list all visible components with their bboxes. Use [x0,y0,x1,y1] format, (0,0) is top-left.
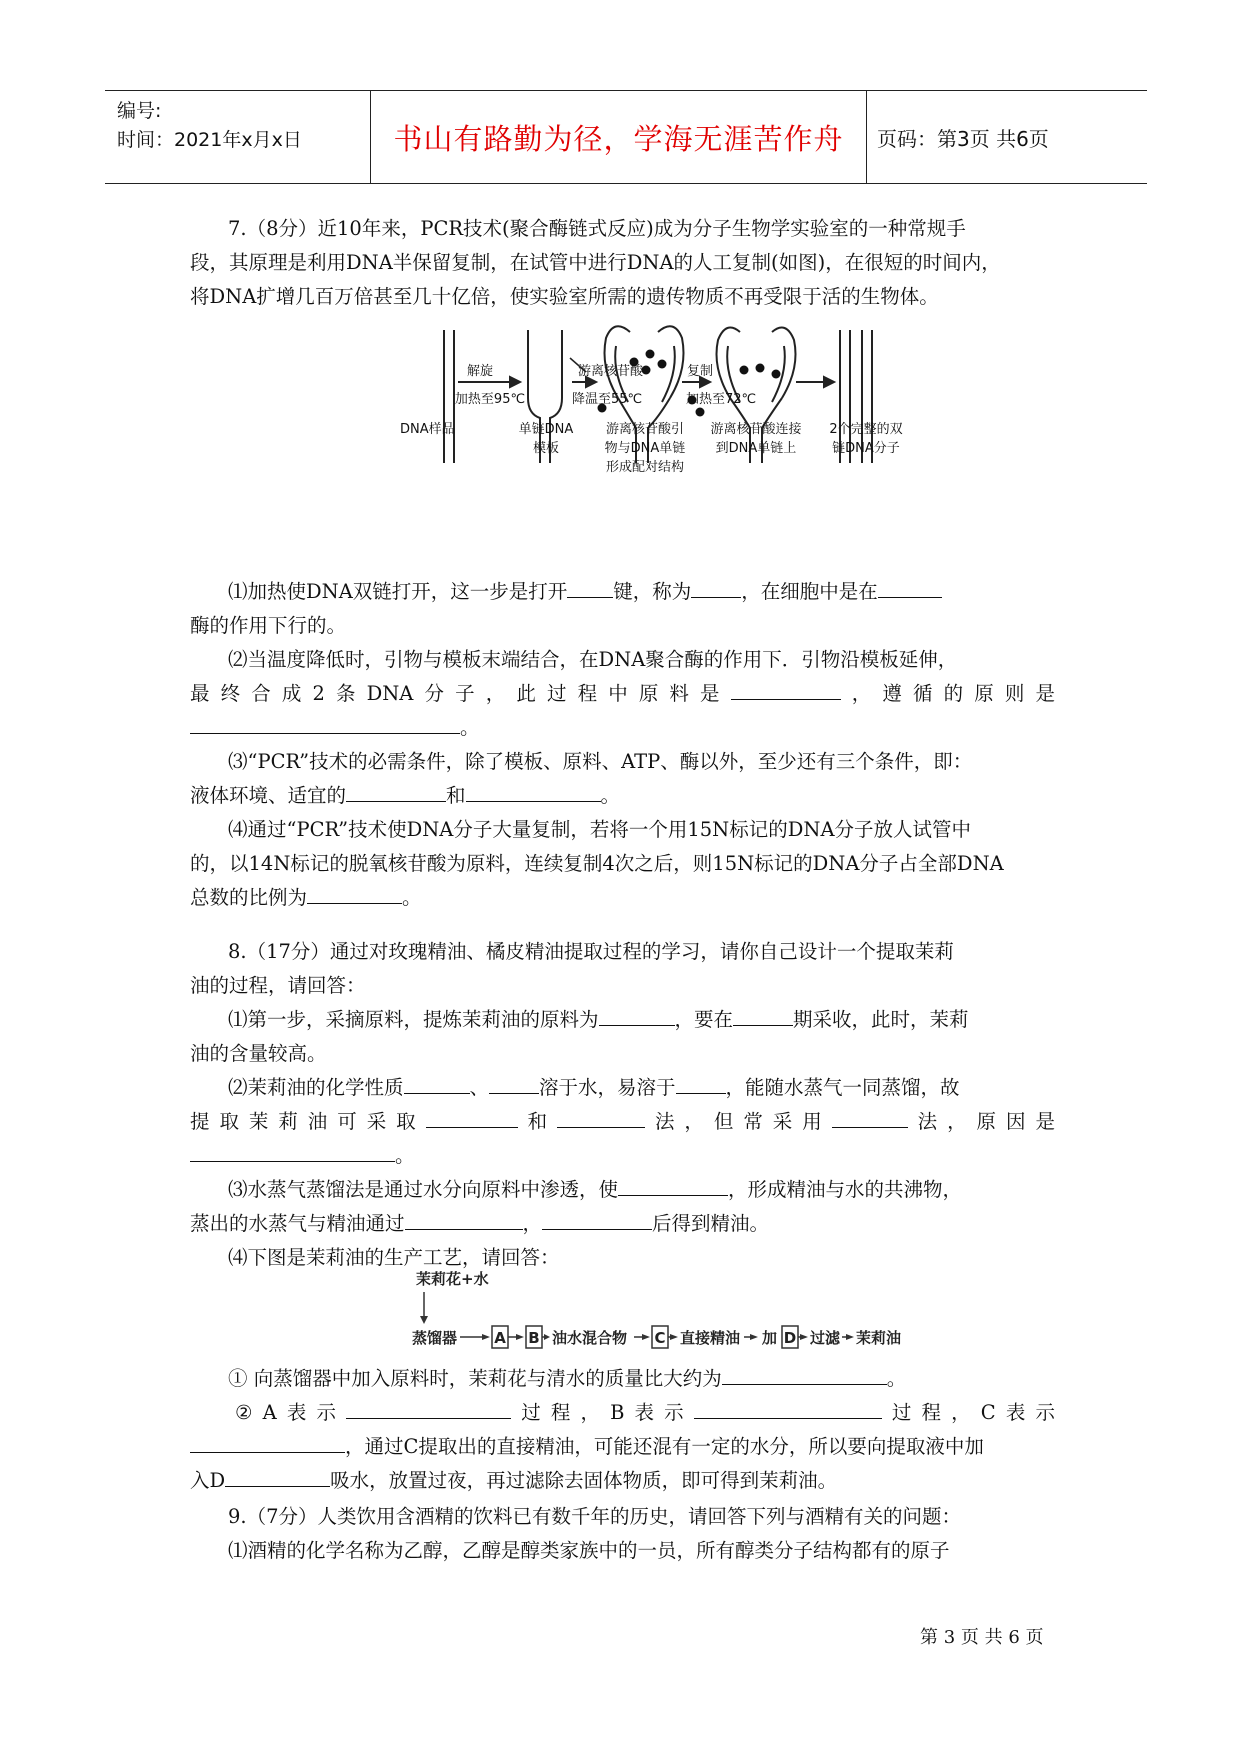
q7-s4-text: 的，以14N标记的脱氧核苷酸为原料，连续复制4次之后，则15N标记的DNA分子占全部DNA [190,852,1004,875]
q8-p1-text: ① 向蒸馏器中加入原料时，茉莉花与清水的质量比大约为 [228,1367,722,1390]
flow-node: 油水混合物 [552,1329,628,1347]
q7-intro-line: 7.（8分）近10年来，PCR技术(聚合酶链式反应)成为分子生物学实验室的一种常规手 [228,217,966,240]
flow-node: 蒸馏器 [412,1329,458,1347]
arrow-label: 游离核苷酸 [578,364,644,379]
answer-blank[interactable] [542,1207,652,1230]
q7-s2-text: 最终合成2条DNA分子，此过程中原料是 [190,682,731,705]
answer-blank[interactable] [466,779,601,802]
answer-blank[interactable] [346,1396,511,1419]
q8-s2-text: 提取茉莉油可采取 [190,1110,426,1133]
answer-blank[interactable] [225,1464,330,1487]
q8-s1-text: ⑴第一步，采摘原料，提炼茉莉油的原料为 [228,1008,599,1031]
answer-blank[interactable] [404,1071,470,1094]
q7-s3-text: 。 [600,784,621,807]
q7-s4-text: 总数的比例为 [190,886,308,909]
q8-s2-text: ，能随水蒸气一同蒸馏，故 [725,1076,960,1099]
q7-s1-text: 酶的作用下行的。 [190,614,347,637]
q8-intro-line: 8.（17分）通过对玫瑰精油、橘皮精油提取过程的学习，请你自己设计一个提取茉莉 [228,940,954,963]
flow-box-label: D [783,1329,797,1347]
q8-s2-text: 。 [395,1144,415,1167]
flow-box-label: A [494,1329,506,1347]
answer-blank[interactable] [426,1105,518,1128]
answer-blank[interactable] [405,1207,523,1230]
q8-s2-text: 和 [517,1110,558,1133]
q7-s2-text: 。 [460,716,480,739]
q8-p2-text: 过程，B表示 [511,1401,694,1424]
q8-s2-text: 法，原因是 [907,1110,1055,1133]
answer-blank[interactable] [557,1105,645,1128]
header-meta [117,97,357,155]
diagram-caption: 2个完整的双 [829,422,903,437]
q8-p2-text: ②A表示 [235,1401,347,1424]
page-label: 页码：第3页 共6页 [877,126,1049,151]
q8-s3-text: 蒸出的水蒸气与精油通过 [190,1212,405,1235]
q7-s3-text: ⑶“PCR”技术的必需条件，除了模板、原料、ATP、酶以外，至少还有三个条件，即： [228,750,973,773]
q8-intro-line: 油的过程，请回答： [190,974,366,997]
page-footer: 第 3 页 共 6 页 [920,1627,1044,1648]
diagram-caption: 游离核苷酸引 [605,422,685,437]
q8-s2-text: 法，但常采用 [645,1110,832,1133]
flow-node: 加 [762,1329,778,1347]
time-label: 时间：2021年x月x日 [117,129,302,151]
q7-s1-text: 键，称为 [613,580,692,603]
answer-blank[interactable] [722,1362,887,1385]
answer-blank[interactable] [878,575,942,598]
motto: 书山有路勤为径，学海无涯苦作舟 [370,91,867,183]
q8-p2-text: 入D [190,1469,226,1492]
flow-node: 过滤 [810,1329,841,1347]
arrow-label: 解旋 [466,364,494,379]
q9-s1-text: ⑴酒精的化学名称为乙醇，乙醇是醇类家族中的一员，所有醇类分子结构都有的原子 [228,1539,950,1562]
q7-s4-text: 。 [402,886,422,909]
pcr-diagram [400,318,940,528]
answer-blank[interactable] [190,1139,395,1162]
q8-s3-text: ，形成精油与水的共沸物， [728,1178,963,1201]
answer-blank[interactable] [832,1105,908,1128]
diagram-caption: DNA样品 [400,422,455,437]
q7-s2-text: ⑵当温度降低时，引物与模板末端结合，在DNA聚合酶的作用下．引物沿模板延伸， [228,648,958,671]
page-header [105,90,1147,184]
answer-blank[interactable] [676,1071,726,1094]
flow-node: 茉莉油 [856,1329,902,1347]
q7-s1-text: ⑴加热使DNA双链打开，这一步是打开 [228,580,568,603]
q7-questions [190,575,1055,915]
q8-flow-questions [190,1362,1055,1498]
q7-intro-line: 将DNA扩增几百万倍甚至几十亿倍，使实验室所需的遗传物质不再受限于活的生物体。 [190,285,939,308]
diagram-caption: 游离核苷酸连接 [710,422,802,437]
answer-blank[interactable] [618,1173,728,1196]
answer-blank[interactable] [694,1396,882,1419]
q8-s3-text: ⑶水蒸气蒸馏法是通过水分向原料中渗透，使 [228,1178,619,1201]
q8-s1-text: ，要在 [674,1008,734,1031]
q8-s1-text: 期采收，此时，茉莉 [793,1008,969,1031]
arrow-label: 加热至95℃ [454,392,526,407]
answer-blank[interactable] [190,1430,345,1453]
q8-s3-text: 后得到精油。 [652,1212,770,1235]
answer-blank[interactable] [599,1003,675,1026]
diagram-caption: 链DNA分子 [832,441,900,456]
flow-input: 茉莉花+水 [416,1270,489,1288]
diagram-caption: 单链DNA [518,422,574,437]
q8-p1-text: 。 [886,1367,907,1390]
q8-p2-text: 吸水，放置过夜，再过滤除去固体物质，即可得到茉莉油。 [330,1469,838,1492]
arrow-label: 复制 [686,364,714,379]
q9-section [190,1500,1055,1568]
number-label: 编号: [117,100,162,122]
flow-node: 直接精油 [680,1329,741,1347]
q8-p2-text: 过程，C表示 [881,1401,1055,1424]
answer-blank[interactable] [567,575,613,598]
arrow-label: 加热至72℃ [686,392,757,407]
diagram-caption: 形成配对结构 [605,460,685,475]
q7-s1-text: ，在细胞中是在 [741,580,878,603]
q8-s2-text: ⑵茉莉油的化学性质 [228,1076,404,1099]
answer-blank[interactable] [691,575,741,598]
q7-intro-line: 段，其原理是利用DNA半保留复制，在试管中进行DNA的人工复制(如图)，在很短的时间内， [190,251,1001,274]
q8-s2-text: 溶于水，易溶于 [539,1076,676,1099]
arrow-label: 降温至55℃ [572,392,643,407]
flow-box-label: B [528,1329,540,1347]
diagram-caption: 物与DNA单链 [604,441,686,456]
q7-s3-text: 和 [446,784,466,807]
q7-s2-text: ，遵循的原则是 [840,682,1055,705]
diagram-caption: 到DNA单链上 [715,441,797,456]
answer-blank[interactable] [190,711,460,734]
q7-s4-text: ⑷通过“PCR”技术使DNA分子大量复制，若将一个用15N标记的DNA分子放人试管中 [228,818,972,841]
process-flow-diagram [410,1266,930,1356]
answer-blank[interactable] [731,677,841,700]
q8-s4-text: ⑷下图是茉莉油的生产工艺，请回答： [228,1246,560,1269]
q7-s3-text: 液体环境、适宜的 [190,784,347,807]
q8-section [190,935,1055,1275]
answer-blank[interactable] [489,1071,539,1094]
q8-s2-text: 、 [469,1076,490,1099]
answer-blank[interactable] [733,1003,793,1026]
q7-intro [190,212,1055,314]
q8-p2-text: ，通过C提取出的直接精油，可能还混有一定的水分，所以要向提取液中加 [345,1435,984,1458]
flow-box-label: C [654,1329,666,1347]
q8-s1-text: 油的含量较高。 [190,1042,327,1065]
diagram-caption: 模板 [532,441,560,456]
q9-intro: 9.（7分）人类饮用含酒精的饮料已有数千年的历史，请回答下列与酒精有关的问题： [228,1505,962,1528]
q8-s3-text: ， [522,1212,543,1235]
answer-blank[interactable] [346,779,446,802]
answer-blank[interactable] [307,881,402,904]
